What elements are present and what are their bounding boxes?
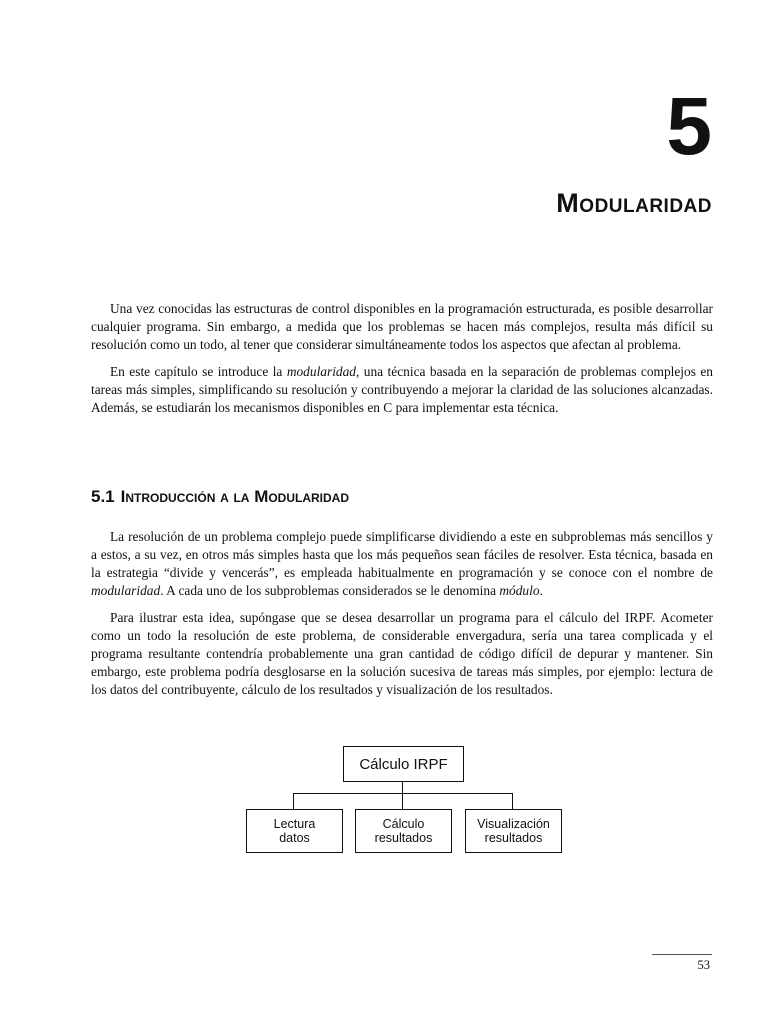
diagram-root-box xyxy=(343,746,464,782)
chapter-number: 5 xyxy=(666,81,712,172)
connector-child-3 xyxy=(512,793,513,809)
intro-paragraph-1: Una vez conocidas las estructuras de control disponibles en la programación estructurada, es posible desarrollar cualquier programa. Sin embargo, a medida que los problemas se hacen más complejos, resulta más difícil su resolución como un todo, al tener que considerar simultáneamente todos los aspectos que afectan al problema. xyxy=(91,301,713,352)
connector-horizontal xyxy=(293,793,513,794)
diagram-child-label: Lectura xyxy=(273,817,316,831)
sec-p1-middle: . A cada uno de los subproblemas considerados se le denomina xyxy=(160,583,500,598)
connector-child-2 xyxy=(402,793,403,809)
sec-p1-emphasis-2: módulo xyxy=(499,583,540,598)
section-paragraph-2: Para ilustrar esta idea, supóngase que se desea desarrollar un programa para el cálculo del IRPF. Acometer como un todo la resolución de este problema, de considerable envergadura, sería una tarea complicada y el programa resultante contendría probablemente una gran cantidad de código difícil de depurar y mantener. Sin embargo, este problema podría desglosarse en la solución sucesiva de tareas más simples, por ejemplo: lectura de los datos del contribuyente, cálculo de los resultados y visualización de los resultados. xyxy=(91,610,713,697)
diagram-child-label: Visualización xyxy=(477,817,550,831)
section-heading xyxy=(91,488,355,505)
diagram-child-box-lectura xyxy=(246,809,343,853)
intro-p2-before: En este capítulo se introduce la xyxy=(110,364,287,379)
diagram-child-box-calculo xyxy=(355,809,452,853)
sec-p1-after: . xyxy=(539,583,543,598)
intro-paragraph-2 xyxy=(91,363,713,417)
section-text xyxy=(91,528,713,708)
chapter-title: Modularidad xyxy=(556,188,712,218)
sec-p1-emphasis: modularidad xyxy=(91,583,161,598)
diagram-child-label: resultados xyxy=(484,831,543,845)
diagram-root-label: Cálculo IRPF xyxy=(359,755,448,773)
intro-text xyxy=(91,300,713,426)
diagram-child-label: resultados xyxy=(374,831,433,845)
section-title: Introducción a la Modularidad xyxy=(120,487,350,506)
diagram-child-box-visualizacion xyxy=(465,809,562,853)
connector-root-stem xyxy=(402,780,403,794)
intro-p2-after: , una técnica basada en la separación de problemas complejos en tareas más simples, simplificando su resolución y contribuyendo a mejorar la claridad de las soluciones alcanzadas. Además, se estudiarán los mecanismos disponibles en C para implementar esta técnica. xyxy=(91,364,713,415)
page-number: 53 xyxy=(697,958,710,972)
sec-p1-before: La resolución de un problema complejo puede simplificarse dividiendo a este en subproblemas más sencillos y a estos, a su vez, en otros más simples hasta que los más pequeños sean fáciles de resolver. Esta técnica, basada en la estrategia “divide y vencerás”, es empleada habitualmente en programación y se conoce con el nombre de xyxy=(91,529,713,580)
section-number: 5.1 xyxy=(91,487,115,506)
connector-child-1 xyxy=(293,793,294,809)
diagram-child-label: Cálculo xyxy=(382,817,425,831)
diagram-child-label: datos xyxy=(279,831,310,845)
section-paragraph-1 xyxy=(91,528,713,600)
footer-rule xyxy=(652,954,712,955)
intro-p2-emphasis: modularidad xyxy=(286,364,357,379)
